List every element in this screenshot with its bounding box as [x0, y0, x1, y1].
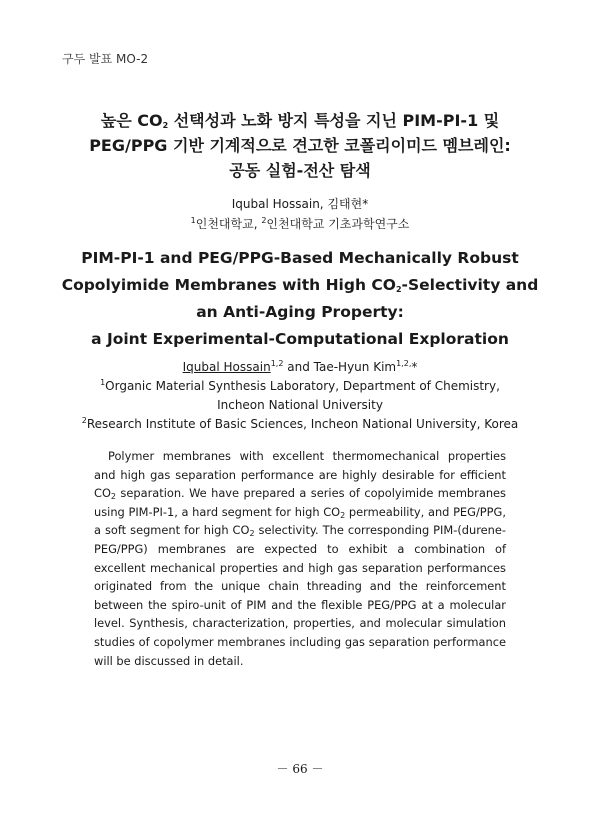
english-title-line-1: PIM-PI-1 and PEG/PPG-Based Mechanically Robust	[81, 249, 519, 267]
english-affiliation-2: $^2$Research Institute of Basic Sciences, Incheon National University, Korea	[81, 416, 519, 431]
korean-authors-block	[40, 194, 560, 234]
english-affiliation-1-cont: Incheon National University	[217, 398, 383, 412]
korean-authors: Iqubal Hossain, 김태현*	[231, 197, 369, 211]
english-title-line-3: an Anti-Aging Property:	[196, 303, 404, 321]
page-number: － 66 －	[276, 762, 324, 776]
presenting-author: Iqubal Hossain	[182, 360, 271, 374]
abstract-paragraph: Polymer membranes with excellent thermomechanical properties and high gas separation performance are highly desirable for efficient $CO_2$ separation. We have prepared a series of copolyimide membranes using PIM-PI-1, a hard segment for high $CO_2$ permeability, and PEG/PPG, a soft segment for high $CO_2$ selectivity. The corresponding PIM-(durene-PEG/PPG) membranes are expected to exhibit a combination of excellent mechanical properties and high gas separation performances originated from the unique chain threading and the reinforcement between the spiro-unit of PIM and the flexible PEG/PPG at a molecular level. Synthesis, characterization, properties, and molecular simulation studies of copolymer membranes including gas separation performance will be discussed in detail.	[94, 449, 506, 668]
english-authors: Iqubal Hossain$^{1,2}$ and Tae-Hyun Kim$^{1,2,}$*	[182, 359, 418, 374]
english-affiliation-1: $^1$Organic Material Synthesis Laboratory, Department of Chemistry,	[100, 378, 500, 393]
korean-affiliations: $^1$인천대학교, $^2$인천대학교 기초과학연구소	[190, 216, 410, 231]
korean-title	[40, 108, 560, 183]
english-title-line-2: Copolyimide Membranes with High $CO_2$-Selectivity and	[61, 276, 539, 294]
session-code: 구두 발표 MO-2	[62, 52, 149, 66]
korean-title-line-3: 공동 실험-전산 탐색	[229, 161, 371, 180]
english-title	[40, 245, 560, 353]
english-authors-block	[40, 358, 560, 434]
korean-title-line-1: 높은 $CO_2$ 선택성과 노화 방지 특성을 지닌 PIM-PI-1 및	[100, 111, 500, 130]
english-title-line-4: a Joint Experimental-Computational Exploration	[91, 330, 509, 348]
korean-title-line-2: PEG/PPG 기반 기계적으로 견고한 코폴리이미드 멤브레인:	[89, 136, 511, 155]
